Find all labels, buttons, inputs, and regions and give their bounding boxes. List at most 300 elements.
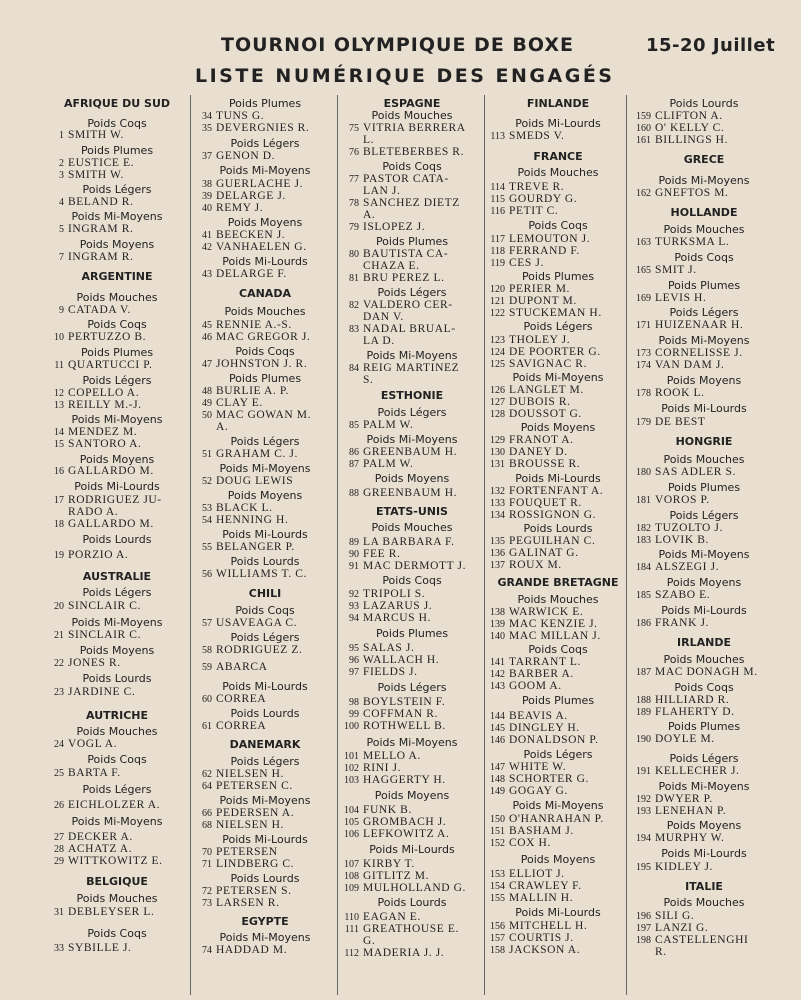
- boxer-name: SYBILLE J.: [68, 942, 132, 954]
- weight-class-heading: Poids Mi-Lourds: [222, 528, 308, 541]
- boxer-name: BEAVIS A.: [509, 710, 568, 722]
- entry-row: [192, 241, 338, 254]
- entry-row: [631, 666, 777, 679]
- entry-number: 158: [490, 945, 505, 956]
- entry-number: 110: [344, 912, 359, 923]
- column-1: [44, 97, 190, 997]
- entry-number: 46: [202, 332, 212, 343]
- boxer-name: LEMOUTON J.: [509, 233, 591, 245]
- weight-class-heading: Poids Mi-Moyens: [71, 815, 163, 828]
- boxer-name: GOGAY G.: [509, 785, 568, 797]
- weight-class-heading: Poids Coqs: [674, 681, 734, 694]
- weight-class-heading: Poids Légers: [377, 681, 447, 694]
- entry-number: 17: [54, 495, 64, 506]
- entry-number: 139: [490, 619, 505, 630]
- entry-row: [339, 221, 485, 234]
- country-heading: ARGENTINE: [81, 270, 153, 283]
- entry-number: 31: [54, 907, 64, 918]
- weight-class-heading: Poids Coqs: [674, 251, 734, 264]
- boxer-name: PETERSEN C.: [216, 780, 293, 792]
- boxer-name: DINGLEY H.: [509, 722, 580, 734]
- weight-class-heading: Poids Lourds: [230, 555, 300, 568]
- weight-class-heading: Poids Coqs: [235, 345, 295, 358]
- boxer-name: INGRAM R.: [68, 251, 134, 263]
- boxer-name: SMIT J.: [655, 264, 697, 276]
- entry-number: 183: [636, 535, 651, 546]
- entry-number: 81: [349, 273, 359, 284]
- boxer-name: VOROS P.: [655, 494, 710, 506]
- weight-class-heading: Poids Mi-Lourds: [515, 117, 601, 130]
- entry-row: [192, 150, 338, 163]
- entry-number: 145: [490, 723, 505, 734]
- boxer-name: PETERSEN S.: [216, 885, 292, 897]
- entry-name-continued: G.: [363, 935, 376, 947]
- boxer-name: SINCLAIR C.: [68, 629, 142, 641]
- entry-number: 27: [54, 832, 64, 843]
- entry-row: [192, 819, 338, 832]
- entry-number: 159: [636, 111, 651, 122]
- boxer-name: DWYER P.: [655, 793, 713, 805]
- weight-class-heading: Poids Mi-Lourds: [222, 833, 308, 846]
- boxer-name: GREENBAUM H.: [363, 446, 458, 458]
- boxer-name: PALM W.: [363, 458, 414, 470]
- entry-row: [485, 130, 631, 143]
- weight-class-heading: Poids Mouches: [663, 896, 745, 909]
- entry-row: [631, 805, 777, 818]
- weight-class-heading: Poids Mi-Lourds: [515, 472, 601, 485]
- weight-class-heading: Poids Mi-Moyens: [219, 931, 311, 944]
- entry-number: 74: [202, 945, 212, 956]
- boxer-name: DE POORTER G.: [509, 346, 601, 358]
- entry-row: [192, 617, 338, 630]
- boxer-name: GOOM A.: [509, 680, 562, 692]
- country-heading: FRANCE: [533, 150, 583, 163]
- entry-number: 153: [490, 869, 505, 880]
- entry-number: 118: [490, 246, 505, 257]
- entry-row: [631, 934, 777, 947]
- country-heading: ESTHONIE: [380, 389, 444, 402]
- entry-row: [339, 122, 485, 135]
- weight-class-heading: Poids Plumes: [80, 346, 154, 359]
- boxer-name: PETIT C.: [509, 205, 559, 217]
- boxer-name: USAVEAGA C.: [216, 617, 298, 629]
- boxer-name: RODRIGUEZ Z.: [216, 644, 303, 656]
- entry-number: 35: [202, 123, 212, 134]
- boxer-name: WARWICK E.: [509, 606, 584, 618]
- country-heading: HONGRIE: [675, 435, 733, 448]
- entry-number: 146: [490, 735, 505, 746]
- entry-row: [631, 832, 777, 845]
- entry-number: 76: [349, 147, 359, 158]
- entry-number: 135: [490, 536, 505, 547]
- weight-class-heading: Poids Plumes: [521, 270, 595, 283]
- boxer-name: KELLECHER J.: [655, 765, 740, 777]
- weight-class-heading: Poids Plumes: [375, 627, 449, 640]
- boxer-name: FIELDS J.: [363, 666, 418, 678]
- entry-row: [44, 855, 190, 868]
- entry-number: 15: [54, 439, 64, 450]
- entry-number: 182: [636, 523, 651, 534]
- entry-number: 102: [344, 763, 359, 774]
- entry-number: 48: [202, 386, 212, 397]
- entry-number: 4: [59, 197, 64, 208]
- weight-class-heading: Poids Mi-Lourds: [222, 680, 308, 693]
- entry-row: [192, 409, 338, 422]
- entry-number: 138: [490, 607, 505, 618]
- entry-row: [192, 944, 338, 957]
- weight-class-heading: Poids Mi-Moyens: [71, 616, 163, 629]
- entry-number: 186: [636, 618, 651, 629]
- boxer-name: GITLITZ M.: [363, 870, 430, 882]
- boxer-name: DUPONT M.: [509, 295, 577, 307]
- country-heading: AFRIQUE DU SUD: [63, 97, 171, 110]
- entry-number: 114: [490, 182, 505, 193]
- entry-number: 129: [490, 435, 505, 446]
- entry-row: [485, 734, 631, 747]
- boxer-name: MENDEZ M.: [68, 426, 138, 438]
- entry-number: 189: [636, 707, 651, 718]
- weight-class-heading: Poids Légers: [82, 374, 152, 387]
- entry-number: 19: [54, 550, 64, 561]
- entry-number: 134: [490, 510, 505, 521]
- boxer-name: REMY J.: [216, 202, 264, 214]
- weight-class-heading: Poids Moyens: [666, 819, 742, 832]
- entry-row: [485, 509, 631, 522]
- weight-class-heading: Poids Plumes: [521, 694, 595, 707]
- entry-number: 53: [202, 503, 212, 514]
- entry-row: [192, 720, 338, 733]
- boxer-name: LOVIK B.: [655, 534, 709, 546]
- weight-class-heading: Poids Mouches: [76, 725, 158, 738]
- entry-number: 13: [54, 400, 64, 411]
- boxer-name: PASTOR CATA-: [363, 173, 449, 185]
- boxer-name: DELARGE F.: [216, 268, 287, 280]
- entry-number: 95: [349, 643, 359, 654]
- entry-number: 122: [490, 308, 505, 319]
- entry-number: 9: [59, 305, 64, 316]
- entry-number: 70: [202, 847, 212, 858]
- page-subtitle: LISTE NUMÉRIQUE DES ENGAGÉS: [195, 65, 615, 87]
- weight-class-heading: Poids Légers: [377, 286, 447, 299]
- boxer-name: QUARTUCCI P.: [68, 359, 153, 371]
- entry-row: [44, 738, 190, 751]
- boxer-name: LEFKOWITZ A.: [363, 828, 450, 840]
- entry-row: [339, 923, 485, 936]
- boxer-name: GNEFTOS M.: [655, 187, 729, 199]
- entry-row: [631, 617, 777, 630]
- entry-number: 115: [490, 194, 505, 205]
- boxer-name: LAZARUS J.: [363, 600, 433, 612]
- boxer-name: EAGAN E.: [363, 911, 421, 923]
- weight-class-heading: Poids Légers: [669, 306, 739, 319]
- weight-class-heading: Poids Lourds: [230, 707, 300, 720]
- weight-class-heading: Poids Mouches: [663, 653, 745, 666]
- boxer-name: GENON D.: [216, 150, 276, 162]
- boxer-name: TRIPOLI S.: [363, 588, 426, 600]
- entry-row: [44, 331, 190, 344]
- country-heading: DANEMARK: [229, 738, 301, 751]
- boxer-name: MITCHELL H.: [509, 920, 588, 932]
- entry-number: 184: [636, 562, 651, 573]
- boxer-name: PERIER M.: [509, 283, 570, 295]
- entry-number: 91: [349, 561, 359, 572]
- entry-number: 124: [490, 347, 505, 358]
- entry-number: 197: [636, 923, 651, 934]
- boxer-name: COFFMAN R.: [363, 708, 439, 720]
- entry-number: 163: [636, 237, 651, 248]
- entry-number: 155: [490, 893, 505, 904]
- boxer-name: DOUSSOT G.: [509, 408, 582, 420]
- weight-class-heading: Poids Plumes: [228, 372, 302, 385]
- weight-class-heading: Poids Mouches: [663, 223, 745, 236]
- boxer-name: VANHAELEN G.: [216, 241, 307, 253]
- entry-row: [44, 169, 190, 182]
- weight-class-heading: Poids Mi-Moyens: [658, 174, 750, 187]
- weight-class-heading: Poids Légers: [82, 183, 152, 196]
- boxer-name: MAC GOWAN M.: [216, 409, 312, 421]
- entry-row: [485, 307, 631, 320]
- entry-row: [44, 465, 190, 478]
- boxer-name: MAC KENZIE J.: [509, 618, 598, 630]
- entry-number: 94: [349, 613, 359, 624]
- entry-number: 24: [54, 739, 64, 750]
- boxer-name: EICHLOLZER A.: [68, 799, 161, 811]
- weight-class-heading: Poids Coqs: [528, 219, 588, 232]
- boxer-name: GOURDY G.: [509, 193, 578, 205]
- entry-number: 174: [636, 360, 651, 371]
- boxer-name: CORNELISSE J.: [655, 347, 743, 359]
- boxer-name: BAUTISTA CA-: [363, 248, 449, 260]
- entry-number: 21: [54, 630, 64, 641]
- entry-row: [44, 129, 190, 142]
- boxer-name: CORREA: [216, 693, 267, 705]
- boxer-name: WALLACH H.: [363, 654, 440, 666]
- entry-number: 101: [344, 751, 359, 762]
- entry-number: 106: [344, 829, 359, 840]
- weight-class-heading: Poids Légers: [230, 137, 300, 150]
- entry-number: 125: [490, 359, 505, 370]
- boxer-name: REILLY M.-J.: [68, 399, 142, 411]
- entry-row: [44, 399, 190, 412]
- entry-number: 117: [490, 234, 505, 245]
- entry-number: 75: [349, 123, 359, 134]
- entry-row: [192, 202, 338, 215]
- entry-row: [339, 299, 485, 312]
- entry-number: 54: [202, 515, 212, 526]
- entry-number: 39: [202, 191, 212, 202]
- weight-class-heading: Poids Plumes: [667, 720, 741, 733]
- boxer-name: SILI G.: [655, 910, 695, 922]
- entry-row: [44, 629, 190, 642]
- entry-number: 144: [490, 711, 505, 722]
- boxer-name: ABARCA: [216, 661, 268, 673]
- boxer-name: GROMBACH J.: [363, 816, 447, 828]
- boxer-name: FRANOT A.: [509, 434, 574, 446]
- entry-row: [485, 358, 631, 371]
- entry-number: 34: [202, 111, 212, 122]
- entry-number: 132: [490, 486, 505, 497]
- entry-row: [44, 600, 190, 613]
- entry-number: 187: [636, 667, 651, 678]
- boxer-name: NIELSEN H.: [216, 819, 284, 831]
- boxer-name: MURPHY W.: [655, 832, 725, 844]
- weight-class-heading: Poids Mi-Lourds: [515, 906, 601, 919]
- boxer-name: BROUSSE R.: [509, 458, 581, 470]
- boxer-name: ROTHWELL B.: [363, 720, 446, 732]
- weight-class-heading: Poids Mouches: [371, 521, 453, 534]
- entry-row: [485, 458, 631, 471]
- entry-number: 105: [344, 817, 359, 828]
- entry-row: [192, 331, 338, 344]
- boxer-name: GREENBAUM H.: [363, 487, 458, 499]
- column-4: [485, 97, 631, 997]
- entry-number: 90: [349, 549, 359, 560]
- entry-name-continued: A.: [363, 209, 376, 221]
- entry-row: [339, 487, 485, 500]
- entry-number: 127: [490, 397, 505, 408]
- boxer-name: SANTORO A.: [68, 438, 142, 450]
- entry-number: 20: [54, 601, 64, 612]
- boxer-name: FRANK J.: [655, 617, 710, 629]
- boxer-name: TUNS G.: [216, 110, 265, 122]
- entry-number: 195: [636, 862, 651, 873]
- entry-number: 169: [636, 293, 651, 304]
- weight-class-heading: Poids Mi-Moyens: [219, 462, 311, 475]
- entry-row: [339, 419, 485, 432]
- entry-number: 42: [202, 242, 212, 253]
- boxer-name: ACHATZ A.: [68, 843, 133, 855]
- weight-class-heading: Poids Moyens: [227, 489, 303, 502]
- entry-row: [339, 146, 485, 159]
- entry-row: [631, 706, 777, 719]
- entry-number: 5: [59, 224, 64, 235]
- entry-number: 57: [202, 618, 212, 629]
- entry-number: 78: [349, 198, 359, 209]
- boxer-name: HENNING H.: [216, 514, 289, 526]
- entry-number: 22: [54, 658, 64, 669]
- weight-class-heading: Poids Coqs: [382, 574, 442, 587]
- entry-number: 25: [54, 768, 64, 779]
- entry-number: 23: [54, 687, 64, 698]
- entry-number: 191: [636, 766, 651, 777]
- weight-class-heading: Poids Mi-Moyens: [219, 794, 311, 807]
- entry-row: [631, 387, 777, 400]
- entry-number: 79: [349, 222, 359, 233]
- boxer-name: FEE R.: [363, 548, 401, 560]
- weight-class-heading: Poids Plumes: [667, 481, 741, 494]
- entry-row: [192, 358, 338, 371]
- entry-row: [44, 767, 190, 780]
- entry-number: 131: [490, 459, 505, 470]
- entry-number: 198: [636, 935, 651, 946]
- entry-number: 107: [344, 859, 359, 870]
- weight-class-heading: Poids Mouches: [76, 291, 158, 304]
- entry-row: [339, 197, 485, 210]
- entry-number: 157: [490, 933, 505, 944]
- boxer-name: ROUX M.: [509, 559, 562, 571]
- boxer-name: MARCUS H.: [363, 612, 432, 624]
- entry-number: 149: [490, 786, 505, 797]
- weight-class-heading: Poids Légers: [230, 755, 300, 768]
- entry-number: 88: [349, 488, 359, 499]
- entry-row: [485, 205, 631, 218]
- column-2: [192, 97, 338, 997]
- entry-row: [192, 568, 338, 581]
- entry-row: [631, 319, 777, 332]
- entry-row: [631, 466, 777, 479]
- entry-row: [339, 828, 485, 841]
- entry-number: 68: [202, 820, 212, 831]
- entry-number: 180: [636, 467, 651, 478]
- entry-row: [339, 612, 485, 625]
- boxer-name: HILLIARD R.: [655, 694, 730, 706]
- boxer-name: SCHORTER G.: [509, 773, 590, 785]
- weight-class-heading: Poids Mi-Moyens: [658, 548, 750, 561]
- boxer-name: TARRANT L.: [509, 656, 581, 668]
- boxer-name: GUERLACHE J.: [216, 178, 304, 190]
- entry-number: 84: [349, 363, 359, 374]
- entry-row: [192, 541, 338, 554]
- boxer-name: BRU PEREZ L.: [363, 272, 445, 284]
- entry-row: [192, 644, 338, 657]
- entry-name-continued: R.: [655, 946, 667, 958]
- weight-class-heading: Poids Mi-Moyens: [512, 799, 604, 812]
- entry-number: 150: [490, 814, 505, 825]
- boxer-name: ALSZEGI J.: [655, 561, 720, 573]
- entry-number: 178: [636, 388, 651, 399]
- entry-number: 108: [344, 871, 359, 882]
- boxer-name: SMEDS V.: [509, 130, 565, 142]
- boxer-name: JACKSON A.: [509, 944, 581, 956]
- weight-class-heading: Poids Moyens: [520, 421, 596, 434]
- entry-name-continued: DAN V.: [363, 311, 404, 323]
- boxer-name: NADAL BRUAL-: [363, 323, 456, 335]
- boxer-name: SZABO E.: [655, 589, 711, 601]
- entry-number: 141: [490, 657, 505, 668]
- weight-class-heading: Poids Lourds: [377, 896, 447, 909]
- entry-number: 104: [344, 805, 359, 816]
- boxer-name: HUIZENAAR H.: [655, 319, 744, 331]
- boxer-name: ROOK L.: [655, 387, 705, 399]
- country-heading: ITALIE: [685, 880, 723, 893]
- entry-number: 148: [490, 774, 505, 785]
- entry-number: 161: [636, 135, 651, 146]
- weight-class-heading: Poids Moyens: [79, 238, 155, 251]
- entry-number: 50: [202, 410, 212, 421]
- boxer-name: TREVE R.: [509, 181, 565, 193]
- entry-number: 41: [202, 230, 212, 241]
- boxer-name: DEBLEYSER L.: [68, 906, 155, 918]
- boxer-name: SMITH W.: [68, 129, 124, 141]
- boxer-name: CLIFTON A.: [655, 110, 723, 122]
- boxer-name: MALLIN H.: [509, 892, 574, 904]
- entry-row: [631, 589, 777, 602]
- entry-row: [339, 882, 485, 895]
- entry-row: [44, 942, 190, 955]
- weight-class-heading: Poids Lourds: [669, 97, 739, 110]
- boxer-name: STUCKEMAN H.: [509, 307, 602, 319]
- entry-row: [631, 359, 777, 372]
- weight-class-heading: Poids Mi-Moyens: [71, 413, 163, 426]
- boxer-name: PORZIO A.: [68, 549, 129, 561]
- entry-number: 7: [59, 252, 64, 263]
- entry-number: 154: [490, 881, 505, 892]
- entry-row: [485, 630, 631, 643]
- weight-class-heading: Poids Mouches: [517, 166, 599, 179]
- boxer-name: BOYLSTEIN F.: [363, 696, 446, 708]
- boxer-name: GALINAT G.: [509, 547, 579, 559]
- boxer-name: SAS ADLER S.: [655, 466, 737, 478]
